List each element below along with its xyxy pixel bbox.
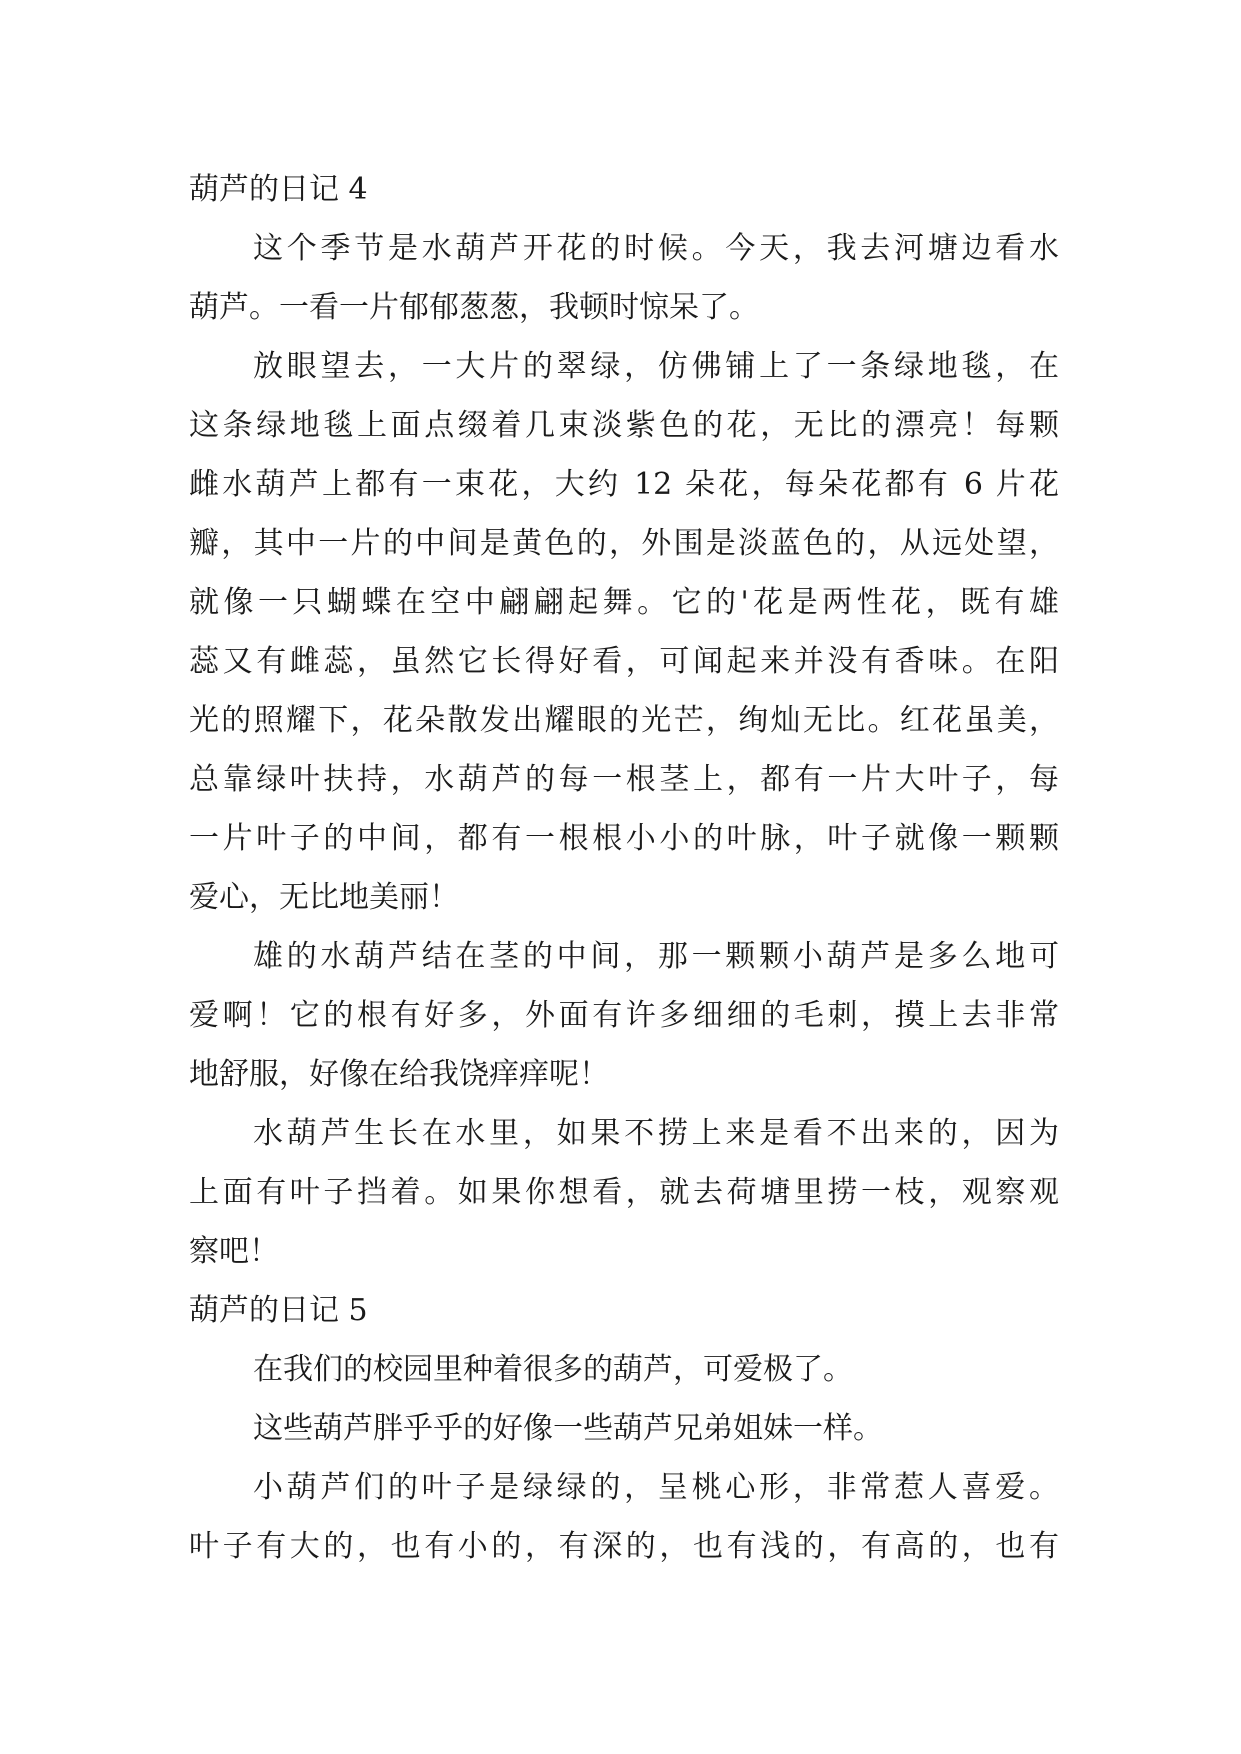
paragraph [189, 1104, 1059, 1281]
text-line: 这些葫芦胖乎乎的好像一些葫芦兄弟姐妹一样。 [253, 1411, 883, 1446]
text-line: 雄的水葫芦结在茎的中间，那一颗颗小葫芦是多么地可 [253, 939, 1059, 974]
paragraph [189, 927, 1059, 1104]
text-line: 就像一只蝴蝶在空中翩翩起舞。它的'花是两性花，既有雄 [189, 585, 1059, 620]
text-line: 察吧！ [189, 1234, 279, 1269]
text-line: 一片叶子的中间，都有一根根小小的叶脉，叶子就像一颗颗 [189, 821, 1059, 856]
text-line: 小葫芦们的叶子是绿绿的，呈桃心形，非常惹人喜爱。 [253, 1470, 1059, 1505]
paragraph [189, 337, 1059, 927]
text-line: 放眼望去，一大片的翠绿，仿佛铺上了一条绿地毯，在 [253, 349, 1059, 384]
section-title-text: 葫芦的日记 5 [189, 1293, 368, 1328]
text-line: 爱心，无比地美丽！ [189, 880, 459, 915]
text-line: 这条绿地毯上面点缀着几束淡紫色的花，无比的漂亮！每颗 [189, 408, 1059, 443]
text-line: 叶子有大的，也有小的，有深的，也有浅的，有高的，也有 [189, 1529, 1059, 1564]
text-line: 上面有叶子挡着。如果你想看，就去荷塘里捞一枝，观察观 [189, 1175, 1059, 1210]
text-line: 蕊又有雌蕊，虽然它长得好看，可闻起来并没有香味。在阳 [189, 644, 1059, 679]
paragraph [189, 1399, 1059, 1458]
text-line: 光的照耀下，花朵散发出耀眼的光芒，绚灿无比。红花虽美， [189, 703, 1059, 738]
text-line: 葫芦。一看一片郁郁葱葱，我顿时惊呆了。 [189, 290, 759, 325]
text-line: 地舒服，好像在给我饶痒痒呢！ [189, 1057, 609, 1092]
text-line: 瓣，其中一片的中间是黄色的，外围是淡蓝色的，从远处望， [189, 526, 1059, 561]
section-title [189, 1281, 1059, 1340]
paragraph [189, 1458, 1059, 1576]
paragraph [189, 219, 1059, 337]
text-line: 在我们的校园里种着很多的葫芦，可爱极了。 [253, 1352, 853, 1387]
section-title-text: 葫芦的日记 4 [189, 172, 368, 207]
text-line: 爱啊！它的根有好多，外面有许多细细的毛刺，摸上去非常 [189, 998, 1059, 1033]
text-line: 这个季节是水葫芦开花的时候。今天，我去河塘边看水 [253, 231, 1059, 266]
paragraph [189, 1340, 1059, 1399]
text-line: 水葫芦生长在水里，如果不捞上来是看不出来的，因为 [253, 1116, 1059, 1151]
section-title [189, 160, 1059, 219]
document-body [189, 160, 1059, 1576]
text-line: 总靠绿叶扶持，水葫芦的每一根茎上，都有一片大叶子，每 [189, 762, 1059, 797]
text-line: 雌水葫芦上都有一束花，大约 12 朵花，每朵花都有 6 片花 [189, 467, 1059, 502]
